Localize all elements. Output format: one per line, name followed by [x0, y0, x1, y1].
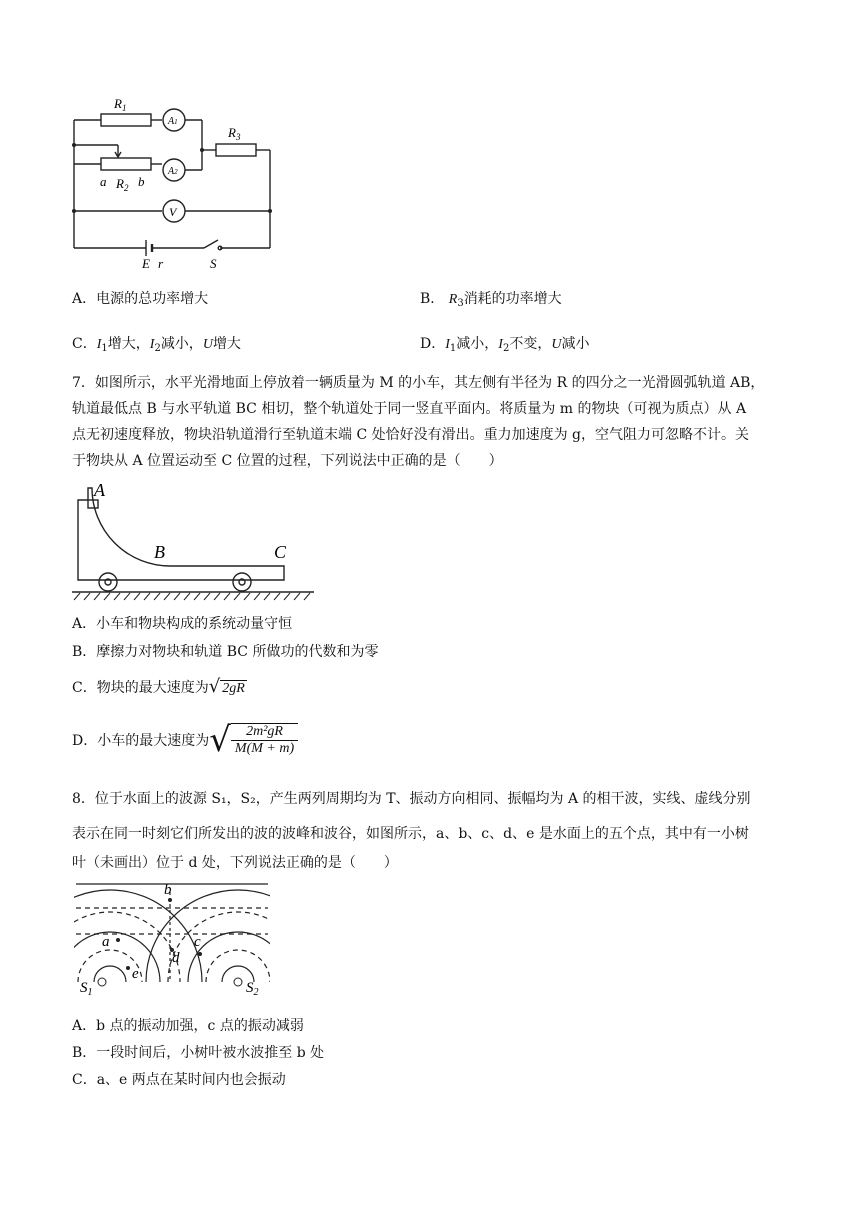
q7-stem-line2: 轨道最低点 B 与水平轨道 BC 相切，整个轨道处于同一竖直平面内。将质量为 m 的物块（可视为质点）从 A: [72, 401, 747, 417]
label-e: E: [142, 256, 150, 270]
q8-stem-line3: 叶（未画出）位于 d 处，下列说法正确的是（ ）: [72, 855, 398, 871]
label-s2: $S_2$: [246, 980, 259, 998]
label-r1: $R_1$: [114, 96, 127, 113]
label-c: c: [194, 934, 201, 950]
wave-interference-diagram: [74, 878, 270, 998]
q6-option-c: C．$I_1$增大，$I_2$减小，U增大: [72, 336, 241, 354]
q7-stem-line3: 点无初速度释放，物块沿轨道滑行至轨道末端 C 处恰好没有滑出。重力加速度为 g，空气阻力可忽略不计。关: [72, 427, 750, 443]
label-e: e: [132, 966, 139, 982]
q8-option-b: B．一段时间后，小树叶被水波推至 b 处: [72, 1045, 325, 1061]
q8-option-c: C．a、e 两点在某时间内也会振动: [72, 1072, 286, 1088]
q8-option-a: A．b 点的振动加强，c 点的振动减弱: [72, 1018, 304, 1034]
q7-option-d: D．小车的最大速度为 √ $\frac{\text{2m²gR}}{M(M + m)}$: [72, 715, 298, 765]
q7-stem-line4: 于物块从 A 位置运动至 C 位置的过程，下列说法中正确的是（ ）: [72, 453, 503, 469]
q7-option-a: A．小车和物块构成的系统动量守恒: [72, 616, 293, 632]
q8-stem-line2: 表示在同一时刻它们所发出的波的波峰和波谷，如图所示，a、b、c、d、e 是水面上的五个点，其中有一小树: [72, 826, 749, 842]
q6-option-a: A．电源的总功率增大: [72, 291, 209, 307]
label-a2: A2: [168, 166, 178, 177]
q7-option-c: C．物块的最大速度为√ 2gR: [72, 676, 245, 697]
label-a: a: [102, 934, 110, 950]
q7-option-b: B．摩擦力对物块和轨道 BC 所做功的代数和为零: [72, 644, 379, 660]
label-r2: $R_2$: [116, 176, 129, 193]
label-d: d: [172, 950, 180, 966]
q6-option-b: B． $R_3$消耗的功率增大: [420, 291, 562, 309]
label-point-b: B: [154, 542, 165, 562]
label-a1: A1: [168, 116, 178, 127]
label-s: S: [210, 256, 217, 270]
q6-option-d: D．$I_1$减小，$I_2$不变，U减小: [420, 336, 590, 354]
label-b: b: [138, 174, 145, 189]
label-a: a: [100, 174, 107, 189]
circuit-diagram: [66, 90, 286, 270]
label-s1: $S_1$: [80, 980, 93, 998]
cart-track-diagram: [70, 478, 320, 602]
label-point-a: A: [94, 480, 105, 500]
label-point-c: C: [274, 542, 287, 562]
label-r3: $R_3$: [228, 125, 241, 142]
label-r: r: [158, 256, 164, 270]
q8-stem-line1: 8．位于水面上的波源 S₁，S₂，产生两列周期均为 T、振动方向相同、振幅均为 A 的相干波，实线、虚线分别: [72, 791, 751, 807]
label-b: b: [164, 882, 172, 898]
label-v: V: [169, 205, 177, 219]
q7-stem-line1: 7．如图所示，水平光滑地面上停放着一辆质量为 M 的小车，其左侧有半径为 R 的四分之一光滑圆弧轨道 AB，: [72, 375, 765, 391]
